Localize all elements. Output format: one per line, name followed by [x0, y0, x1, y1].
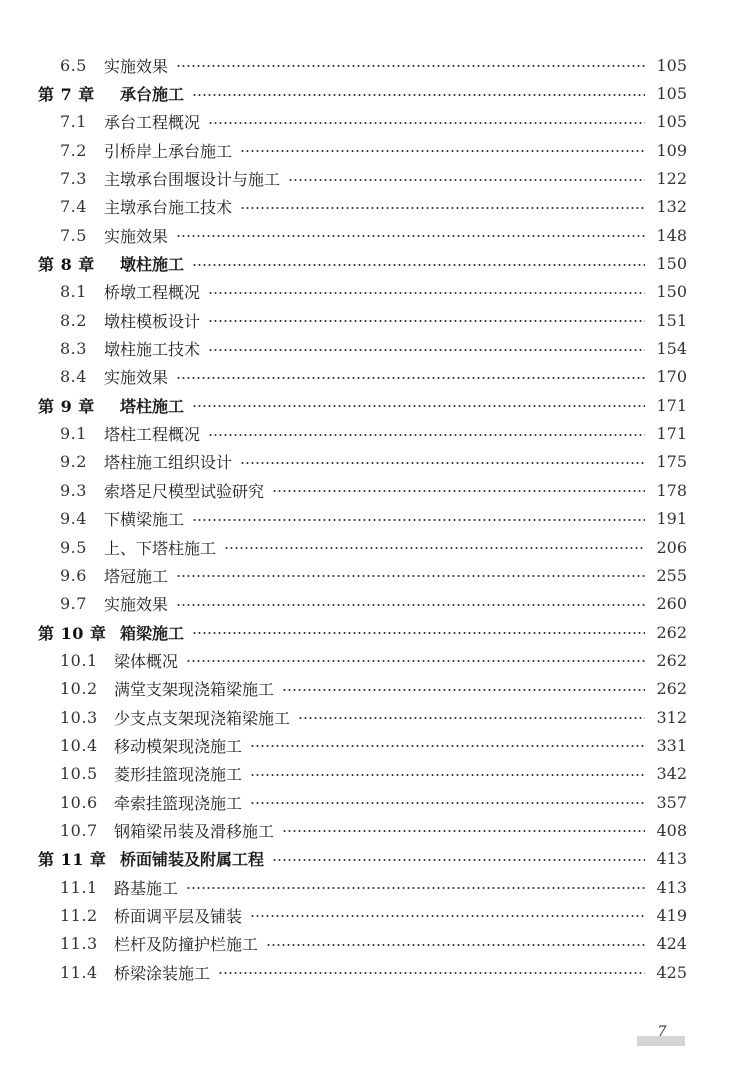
dot-leader	[282, 830, 645, 832]
section-number: 9.7	[60, 594, 87, 614]
section-title: 牵索挂篮现浇施工	[114, 793, 243, 813]
toc-chapter-entry[interactable]	[38, 79, 687, 107]
page-reference: 260	[656, 594, 687, 614]
section-title: 梁体概况	[114, 651, 179, 671]
dot-leader	[288, 179, 645, 181]
dot-leader	[208, 434, 645, 436]
toc-section-entry[interactable]	[38, 108, 687, 136]
page-reference: 413	[656, 877, 687, 897]
section-number: 8.1	[60, 282, 87, 302]
section-number: 7.4	[60, 197, 87, 217]
page-reference: 175	[656, 452, 687, 472]
page-reference: 105	[656, 55, 687, 75]
section-number: 9.2	[60, 452, 87, 472]
dot-leader	[192, 264, 645, 266]
page-reference: 191	[656, 509, 687, 529]
toc-section-entry[interactable]	[38, 278, 687, 306]
toc-chapter-entry[interactable]	[38, 618, 687, 646]
section-title: 实施效果	[104, 595, 169, 615]
chapter-title: 桥面铺装及附属工程	[120, 850, 265, 870]
dot-leader	[240, 207, 645, 209]
section-number: 9.1	[60, 424, 87, 444]
toc-section-entry[interactable]	[38, 221, 687, 249]
toc-section-entry[interactable]	[38, 51, 687, 79]
section-number: 11.3	[60, 934, 98, 954]
toc-section-entry[interactable]	[38, 646, 687, 674]
dot-leader	[176, 235, 645, 237]
section-title: 索塔足尺模型试验研究	[104, 481, 265, 501]
dot-leader	[176, 604, 645, 606]
page-reference: 312	[656, 707, 687, 727]
page-reference: 425	[656, 962, 687, 982]
toc-section-entry[interactable]	[38, 731, 687, 759]
toc-section-entry[interactable]	[38, 788, 687, 816]
page-reference: 171	[656, 395, 687, 415]
section-title: 塔柱施工组织设计	[104, 453, 233, 473]
section-title: 主墩承台围堰设计与施工	[104, 170, 281, 190]
dot-leader	[282, 689, 645, 691]
dot-leader	[298, 717, 645, 719]
toc-section-entry[interactable]	[38, 164, 687, 192]
dot-leader	[192, 405, 645, 407]
section-title: 移动模架现浇施工	[114, 736, 243, 756]
dot-leader	[240, 462, 645, 464]
section-number: 10.4	[60, 735, 98, 755]
section-title: 主墩承台施工技术	[104, 198, 233, 218]
dot-leader	[272, 859, 645, 861]
table-of-contents	[38, 51, 687, 986]
section-number: 9.6	[60, 565, 87, 585]
toc-section-entry[interactable]	[38, 448, 687, 476]
toc-section-entry[interactable]	[38, 533, 687, 561]
toc-section-entry[interactable]	[38, 306, 687, 334]
section-number: 8.2	[60, 310, 87, 330]
section-title: 承台工程概况	[104, 113, 201, 133]
page-reference: 206	[656, 537, 687, 557]
section-number: 9.5	[60, 537, 87, 557]
section-number: 10.7	[60, 820, 98, 840]
section-number: 6.5	[60, 55, 87, 75]
section-title: 塔冠施工	[104, 566, 169, 586]
toc-chapter-entry[interactable]	[38, 845, 687, 873]
page-reference: 109	[656, 140, 687, 160]
toc-section-entry[interactable]	[38, 675, 687, 703]
dot-leader	[218, 972, 645, 974]
section-title: 上、下塔柱施工	[104, 538, 217, 558]
section-title: 墩柱施工技术	[104, 340, 201, 360]
section-number: 10.5	[60, 764, 98, 784]
toc-section-entry[interactable]	[38, 930, 687, 958]
page-reference: 132	[656, 197, 687, 217]
section-title: 塔柱工程概况	[104, 425, 201, 445]
page-reference: 262	[656, 650, 687, 670]
page-reference: 419	[656, 905, 687, 925]
dot-leader	[250, 915, 645, 917]
toc-section-entry[interactable]	[38, 873, 687, 901]
toc-section-entry[interactable]	[38, 334, 687, 362]
page-reference: 255	[656, 565, 687, 585]
toc-section-entry[interactable]	[38, 505, 687, 533]
page-reference: 171	[656, 424, 687, 444]
page-reference: 148	[656, 225, 687, 245]
page-reference: 424	[656, 934, 687, 954]
section-number: 8.4	[60, 367, 87, 387]
page-reference: 150	[656, 254, 687, 274]
dot-leader	[240, 150, 645, 152]
dot-leader	[250, 745, 645, 747]
page-reference: 178	[656, 480, 687, 500]
page-reference: 105	[656, 112, 687, 132]
dot-leader	[192, 632, 645, 634]
section-title: 实施效果	[104, 226, 169, 246]
dot-leader	[192, 519, 645, 521]
chapter-title: 箱梁施工	[120, 623, 185, 643]
section-title: 菱形挂篮现浇施工	[114, 765, 243, 785]
section-number: 7.5	[60, 225, 87, 245]
page-reference: 262	[656, 622, 687, 642]
chapter-title: 墩柱施工	[120, 255, 185, 275]
chapter-number: 第 9 章	[38, 396, 95, 416]
dot-leader	[208, 349, 645, 351]
section-title: 钢箱梁吊装及滑移施工	[114, 821, 275, 841]
toc-section-entry[interactable]	[38, 419, 687, 447]
dot-leader	[186, 887, 645, 889]
section-number: 10.3	[60, 707, 98, 727]
section-title: 桥墩工程概况	[104, 283, 201, 303]
page-reference: 413	[656, 849, 687, 869]
dot-leader	[250, 802, 645, 804]
toc-section-entry[interactable]	[38, 590, 687, 618]
chapter-number: 第 10 章	[38, 623, 107, 643]
section-number: 11.2	[60, 905, 98, 925]
toc-chapter-entry[interactable]	[38, 249, 687, 277]
dot-leader	[266, 944, 645, 946]
toc-section-entry[interactable]	[38, 760, 687, 788]
section-title: 桥梁涂装施工	[114, 963, 211, 983]
page-reference: 357	[656, 792, 687, 812]
page-reference: 151	[656, 310, 687, 330]
toc-section-entry[interactable]	[38, 816, 687, 844]
page-reference: 154	[656, 339, 687, 359]
section-title: 实施效果	[104, 368, 169, 388]
toc-section-entry[interactable]	[38, 476, 687, 504]
dot-leader	[176, 575, 645, 577]
toc-section-entry[interactable]	[38, 561, 687, 589]
dot-leader	[186, 660, 645, 662]
page-reference: 408	[656, 820, 687, 840]
chapter-number: 第 7 章	[38, 85, 95, 105]
dot-leader	[192, 94, 645, 96]
page-reference: 122	[656, 169, 687, 189]
toc-section-entry[interactable]	[38, 703, 687, 731]
section-number: 7.2	[60, 140, 87, 160]
chapter-number: 第 8 章	[38, 255, 95, 275]
dot-leader	[176, 65, 645, 67]
page-reference: 105	[656, 84, 687, 104]
section-title: 少支点支架现浇箱梁施工	[114, 708, 291, 728]
toc-chapter-entry[interactable]	[38, 391, 687, 419]
chapter-number: 第 11 章	[38, 850, 107, 870]
section-title: 路基施工	[114, 878, 179, 898]
section-number: 7.3	[60, 169, 87, 189]
page-reference: 150	[656, 282, 687, 302]
toc-section-entry[interactable]	[38, 363, 687, 391]
chapter-title: 承台施工	[120, 85, 185, 105]
dot-leader	[208, 122, 645, 124]
section-title: 实施效果	[104, 56, 169, 76]
section-title: 栏杆及防撞护栏施工	[114, 935, 259, 955]
dot-leader	[208, 320, 645, 322]
section-number: 10.2	[60, 679, 98, 699]
dot-leader	[224, 547, 645, 549]
section-title: 桥面调平层及铺装	[114, 906, 243, 926]
page-number: 7	[657, 1024, 667, 1040]
section-number: 10.1	[60, 650, 98, 670]
dot-leader	[272, 490, 645, 492]
toc-section-entry[interactable]	[38, 193, 687, 221]
page-reference: 170	[656, 367, 687, 387]
chapter-title: 塔柱施工	[120, 396, 185, 416]
dot-leader	[208, 292, 645, 294]
section-title: 下横梁施工	[104, 510, 185, 530]
toc-section-entry[interactable]	[38, 958, 687, 986]
section-number: 9.4	[60, 509, 87, 529]
section-number: 7.1	[60, 112, 87, 132]
page-reference: 342	[656, 764, 687, 784]
page-reference: 262	[656, 679, 687, 699]
section-number: 11.4	[60, 962, 98, 982]
section-title: 满堂支架现浇箱梁施工	[114, 680, 275, 700]
toc-section-entry[interactable]	[38, 901, 687, 929]
section-number: 11.1	[60, 877, 98, 897]
toc-section-entry[interactable]	[38, 136, 687, 164]
section-title: 墩柱模板设计	[104, 311, 201, 331]
section-title: 引桥岸上承台施工	[104, 141, 233, 161]
dot-leader	[176, 377, 645, 379]
section-number: 9.3	[60, 480, 87, 500]
dot-leader	[250, 774, 645, 776]
page-reference: 331	[656, 735, 687, 755]
section-number: 8.3	[60, 339, 87, 359]
section-number: 10.6	[60, 792, 98, 812]
